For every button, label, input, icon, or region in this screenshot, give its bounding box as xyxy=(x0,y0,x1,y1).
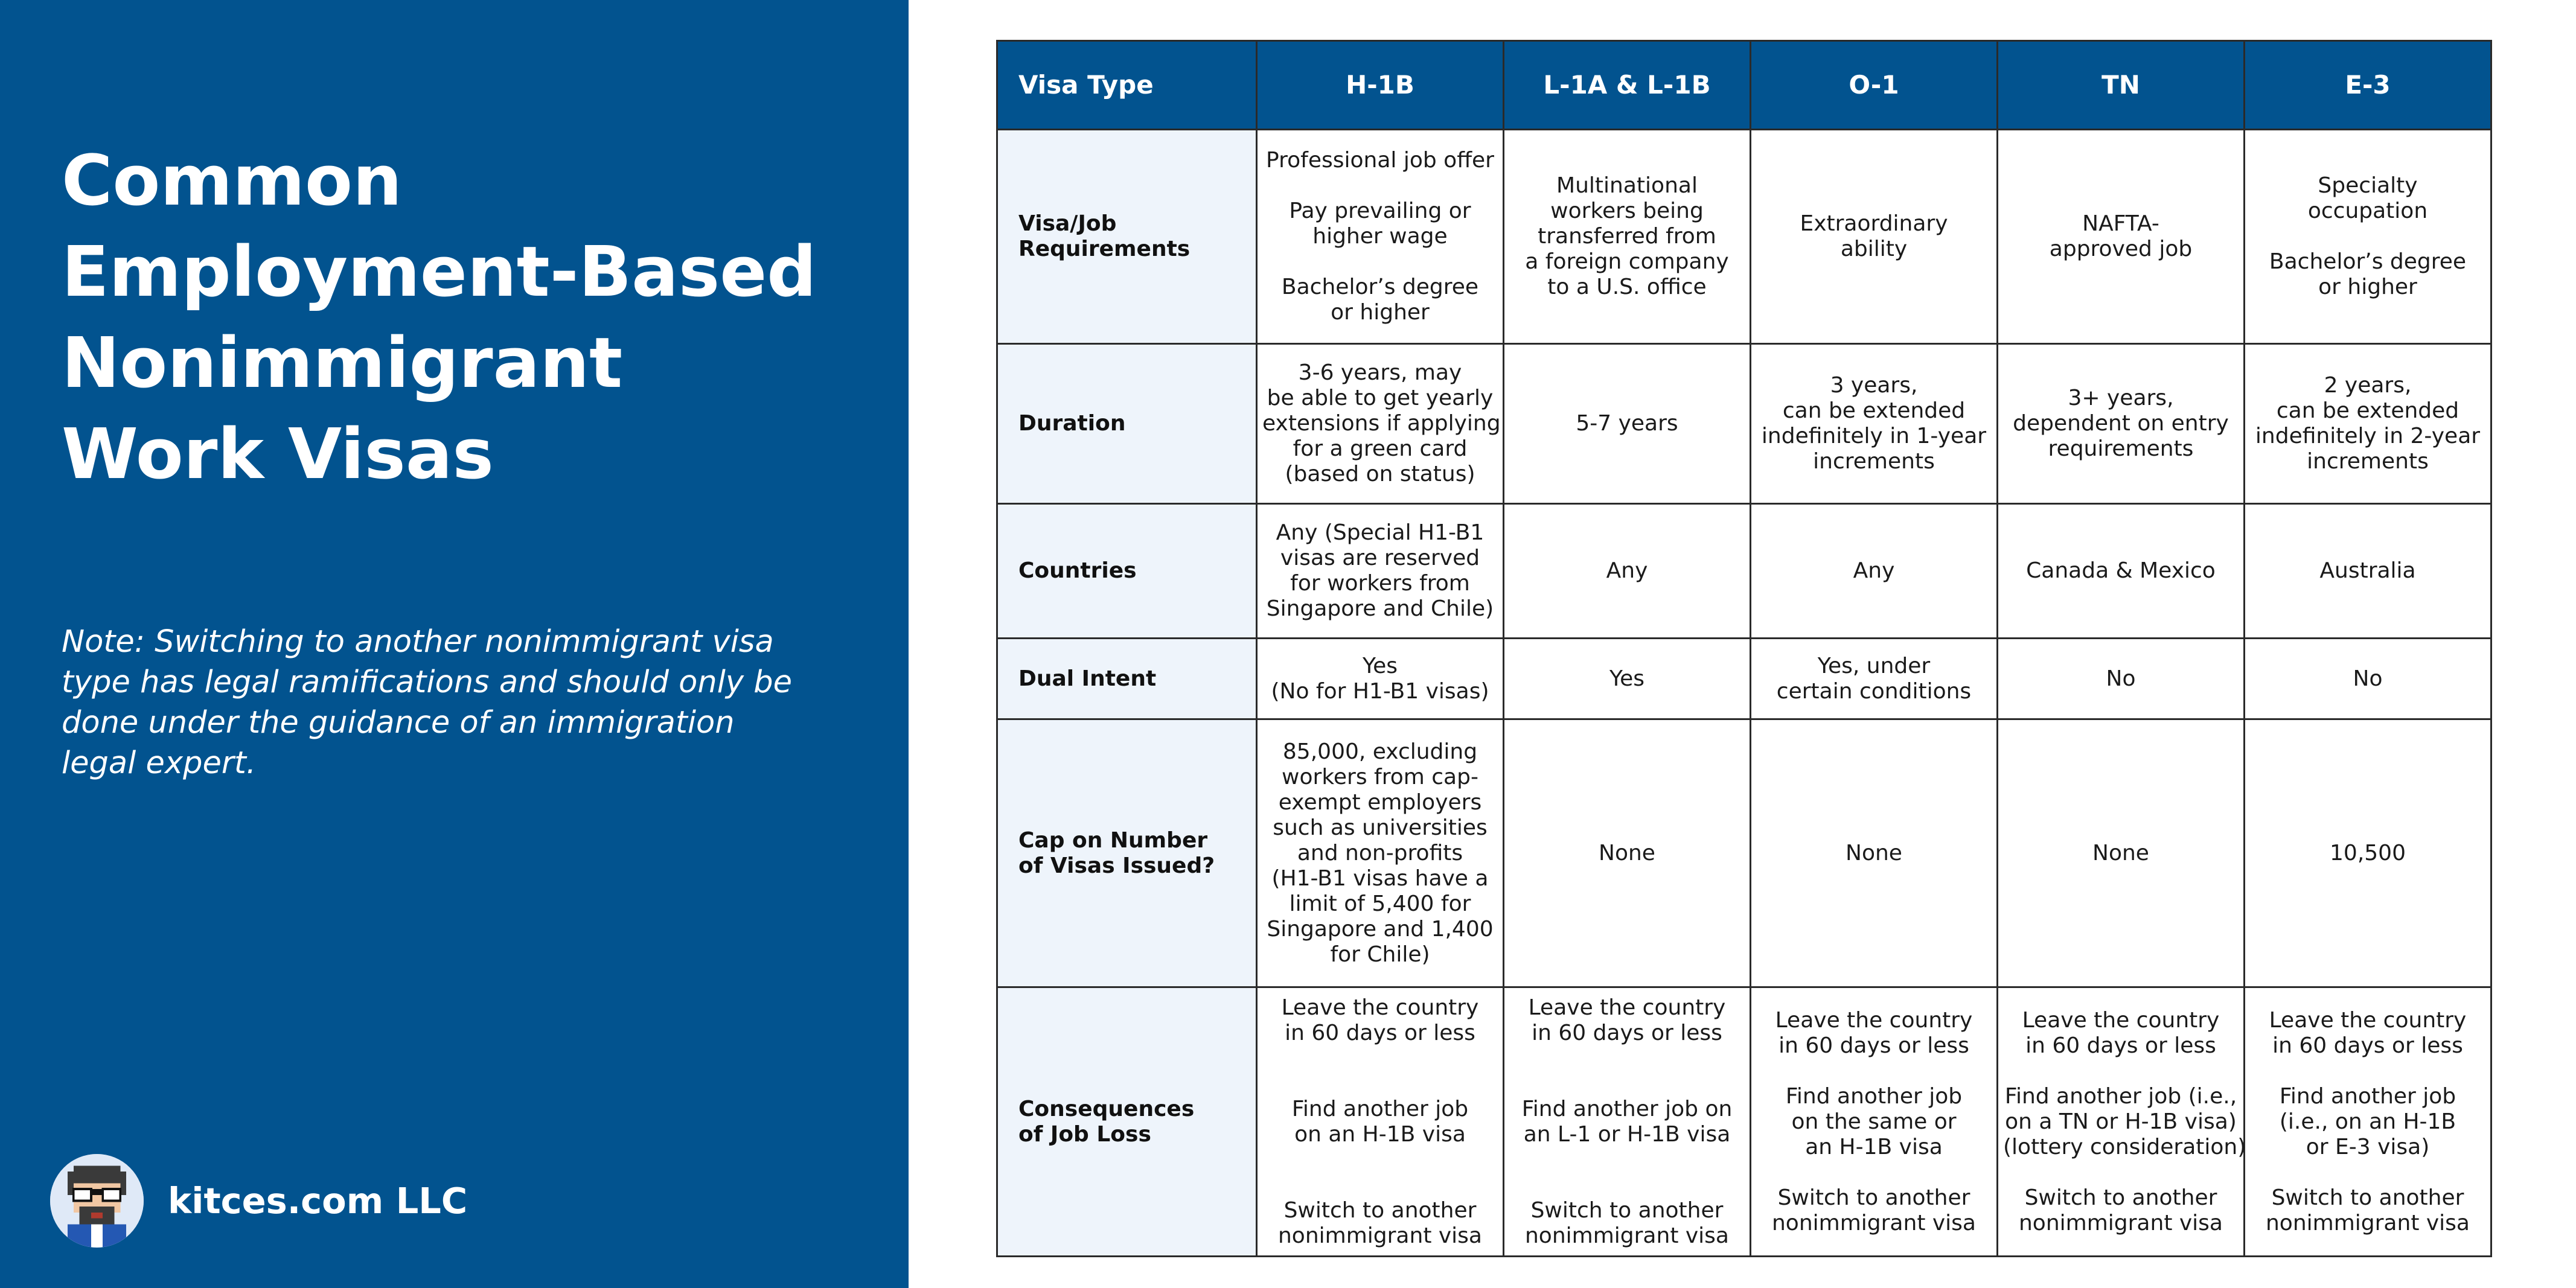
table-cell xyxy=(1504,639,1751,719)
table-header-row xyxy=(997,41,2491,130)
table-cell xyxy=(1751,987,1998,1257)
column-header: Visa Type xyxy=(997,41,1257,130)
cell-spacer xyxy=(1262,1071,1498,1097)
cell-spacer xyxy=(2250,224,2485,249)
cell-line: Leave the country xyxy=(2022,1007,2220,1033)
brand-name: kitces.com LLC xyxy=(168,1180,468,1222)
title-line: Nonimmigrant xyxy=(62,323,623,404)
cell-line: Singapore and Chile) xyxy=(1266,596,1494,621)
table-cell xyxy=(2245,639,2491,719)
cell-line: Switch to another xyxy=(1283,1197,1477,1223)
table-cell xyxy=(2245,344,2491,504)
row-header xyxy=(997,639,1257,719)
brand-footer xyxy=(50,1154,467,1248)
cell-spacer xyxy=(1509,1147,1745,1173)
cell-spacer xyxy=(1262,1147,1498,1173)
cell-line: workers from cap- xyxy=(1282,764,1478,789)
title-line: Work Visas xyxy=(62,414,494,495)
column-header: L-1A & L-1B xyxy=(1504,41,1751,130)
cell-line: on an H-1B visa xyxy=(1294,1121,1466,1147)
cell-line: Any (Special H1-B1 xyxy=(1276,520,1485,545)
title-line: Common xyxy=(62,141,402,222)
row-header-line: Duration xyxy=(1018,411,1126,436)
avatar xyxy=(50,1154,144,1248)
cell-line: Specialty xyxy=(2318,173,2418,198)
table-cell xyxy=(1998,504,2245,639)
cell-line: No xyxy=(2106,666,2136,691)
row-header-line: Dual Intent xyxy=(1018,666,1157,691)
column-header: TN xyxy=(1998,41,2245,130)
cell-line: requirements xyxy=(2048,436,2194,461)
disclaimer-note xyxy=(62,622,822,783)
cell-line: Pay prevailing or xyxy=(1289,199,1471,223)
row-header xyxy=(997,130,1257,344)
cell-line: approved job xyxy=(2049,237,2193,261)
note-line: legal expert. xyxy=(62,745,257,781)
cell-line: indefinitely in 2-year xyxy=(2255,424,2481,448)
row-header-line: Cap on Number xyxy=(1018,827,1208,853)
row-header-line: Visa/Job xyxy=(1018,211,1117,236)
column-header: O-1 xyxy=(1751,41,1998,130)
row-header xyxy=(997,987,1257,1257)
cell-line: Bachelor’s degree xyxy=(1281,275,1479,299)
cell-line: nonimmigrant visa xyxy=(1771,1210,1976,1235)
cell-line: in 60 days or less xyxy=(2272,1033,2463,1058)
note-line: Note: Switching to another nonimmigrant visa xyxy=(62,624,774,660)
table-cell xyxy=(1751,344,1998,504)
cell-spacer xyxy=(1262,249,1498,275)
cell-line: be able to get yearly xyxy=(1267,386,1494,410)
cell-line: higher wage xyxy=(1312,224,1448,249)
cell-line: in 60 days or less xyxy=(2025,1033,2216,1058)
cell-line: occupation xyxy=(2307,199,2428,223)
cell-line: Leave the country xyxy=(1528,995,1726,1020)
cell-line: for workers from xyxy=(1290,571,1470,596)
cell-line: (i.e., on an H-1B xyxy=(2279,1109,2456,1134)
cell-spacer xyxy=(2003,1059,2239,1084)
row-header-line: Consequences xyxy=(1018,1096,1195,1121)
cell-line: Any xyxy=(1853,558,1895,583)
cell-line: for a green card xyxy=(1293,436,1468,461)
cell-line: (No for H1-B1 visas) xyxy=(1271,678,1489,704)
cell-line: Any xyxy=(1606,558,1648,583)
table-row xyxy=(997,344,2491,504)
table-cell xyxy=(1998,639,2245,719)
table-cell xyxy=(1257,344,1504,504)
cell-spacer xyxy=(1262,1173,1498,1198)
table-cell xyxy=(1998,719,2245,987)
table-cell xyxy=(1257,719,1504,987)
cell-line: an H-1B visa xyxy=(1805,1134,1943,1159)
cell-line: Yes xyxy=(1362,653,1398,678)
cell-line: Leave the country xyxy=(1775,1007,1973,1033)
left-panel xyxy=(0,0,909,1288)
cell-line: Find another job xyxy=(2279,1083,2456,1109)
cell-line: NAFTA- xyxy=(2082,211,2159,236)
cell-line: limit of 5,400 for xyxy=(1289,891,1471,916)
cell-line: or higher xyxy=(2318,275,2417,299)
cell-line: Leave the country xyxy=(2269,1007,2467,1033)
cell-line: to a U.S. office xyxy=(1547,275,1707,299)
cell-line: visas are reserved xyxy=(1280,546,1480,570)
table-cell xyxy=(2245,130,2491,344)
row-header-line: of Visas Issued? xyxy=(1018,853,1215,878)
cell-spacer xyxy=(2250,1059,2485,1084)
table-cell xyxy=(1257,504,1504,639)
table-cell xyxy=(1504,719,1751,987)
cell-line: on a TN or H-1B visa) xyxy=(2005,1109,2237,1134)
cell-line: certain conditions xyxy=(1776,678,1972,704)
cell-line: Find another job xyxy=(1785,1083,1963,1109)
cell-spacer xyxy=(2250,1160,2485,1185)
table-cell xyxy=(2245,987,2491,1257)
cell-line: Switch to another xyxy=(1777,1185,1970,1210)
cell-line: Australia xyxy=(2319,558,2416,583)
cell-spacer xyxy=(1756,1160,1992,1185)
cell-spacer xyxy=(1509,1046,1745,1071)
cell-line: Singapore and 1,400 xyxy=(1267,916,1494,942)
cell-line: nonimmigrant visa xyxy=(2265,1210,2470,1235)
table-cell xyxy=(2245,504,2491,639)
table-cell xyxy=(1504,504,1751,639)
cell-line: None xyxy=(1599,840,1655,866)
cell-line: transferred from xyxy=(1538,224,1716,249)
table-cell xyxy=(1751,639,1998,719)
cell-line: Professional job offer xyxy=(1266,148,1494,173)
cell-line: dependent on entry xyxy=(2013,411,2229,436)
table-cell xyxy=(1998,344,2245,504)
cell-line: workers being xyxy=(1550,199,1704,223)
table-row xyxy=(997,987,2491,1257)
cell-line: Switch to another xyxy=(1530,1197,1724,1223)
cell-line: No xyxy=(2353,666,2383,691)
table-cell xyxy=(1257,130,1504,344)
note-line: type has legal ramifications and should only be xyxy=(62,665,793,700)
table-cell xyxy=(1257,639,1504,719)
table-cell xyxy=(1751,719,1998,987)
cell-line: Find another job (i.e., xyxy=(2004,1083,2237,1109)
cell-spacer xyxy=(1509,1173,1745,1198)
row-header xyxy=(997,504,1257,639)
cell-line: Canada & Mexico xyxy=(2026,558,2216,583)
table-row xyxy=(997,504,2491,639)
row-header-line: Requirements xyxy=(1018,237,1191,261)
cell-line: and non-profits xyxy=(1297,840,1463,866)
column-header: H-1B xyxy=(1257,41,1504,130)
cell-spacer xyxy=(1509,1071,1745,1097)
cell-line: increments xyxy=(1813,449,1935,474)
table-cell xyxy=(1504,987,1751,1257)
cell-line: 3 years, xyxy=(1830,373,1918,398)
cell-line: Find another job xyxy=(1291,1096,1469,1121)
table-row xyxy=(997,639,2491,719)
cell-line: can be extended xyxy=(1782,398,1966,423)
cell-line: or higher xyxy=(1331,300,1430,325)
table-cell xyxy=(1998,130,2245,344)
cell-line: Multinational xyxy=(1556,173,1698,198)
cell-line: Extraordinary xyxy=(1800,211,1948,236)
cell-line: Switch to another xyxy=(2024,1185,2217,1210)
cell-line: (lottery consideration) xyxy=(2003,1134,2246,1159)
cell-spacer xyxy=(2003,1160,2239,1185)
table-cell xyxy=(1751,130,1998,344)
cell-line: can be extended xyxy=(2276,398,2459,423)
row-header-line: Countries xyxy=(1018,558,1137,583)
table-row xyxy=(997,719,2491,987)
cell-spacer xyxy=(1756,1059,1992,1084)
cell-spacer xyxy=(1262,173,1498,199)
table-row xyxy=(997,130,2491,344)
visa-comparison-table-wrap xyxy=(996,40,2492,1254)
table-cell xyxy=(1504,130,1751,344)
cell-line: Find another job on xyxy=(1521,1096,1733,1121)
note-line: done under the guidance of an immigration xyxy=(62,705,735,741)
table-cell xyxy=(1504,344,1751,504)
cell-line: nonimmigrant visa xyxy=(1277,1223,1482,1248)
cell-line: None xyxy=(1846,840,1902,866)
cell-line: Switch to another xyxy=(2271,1185,2464,1210)
cell-line: in 60 days or less xyxy=(1285,1020,1475,1045)
cell-line: nonimmigrant visa xyxy=(1524,1223,1729,1248)
table-cell xyxy=(1998,987,2245,1257)
cell-line: indefinitely in 1-year xyxy=(1761,424,1987,448)
cell-line: a foreign company xyxy=(1525,249,1729,274)
cell-line: increments xyxy=(2307,449,2429,474)
cell-line: (H1-B1 visas have a xyxy=(1271,866,1489,891)
cell-line: Bachelor’s degree xyxy=(2269,249,2467,274)
cell-line: Leave the country xyxy=(1281,995,1479,1020)
cell-line: 5-7 years xyxy=(1576,411,1678,436)
table-cell xyxy=(2245,719,2491,987)
cell-line: an L-1 or H-1B visa xyxy=(1523,1121,1731,1147)
cell-line: on the same or xyxy=(1791,1109,1957,1134)
cell-line: or E-3 visa) xyxy=(2306,1134,2430,1159)
cell-line: (based on status) xyxy=(1285,462,1475,486)
page-title xyxy=(62,136,895,500)
cell-line: nonimmigrant visa xyxy=(2018,1210,2223,1235)
visa-comparison-table xyxy=(996,40,2492,1257)
table-cell xyxy=(1751,504,1998,639)
cell-line: 85,000, excluding xyxy=(1282,739,1478,764)
cell-line: 10,500 xyxy=(2330,840,2406,866)
cell-line: Yes xyxy=(1609,666,1645,691)
cell-line: in 60 days or less xyxy=(1532,1020,1722,1045)
row-header xyxy=(997,719,1257,987)
row-header-line: of Job Loss xyxy=(1018,1121,1151,1147)
cell-line: exempt employers xyxy=(1278,789,1482,815)
title-line: Employment-Based xyxy=(62,232,817,313)
row-header xyxy=(997,344,1257,504)
cell-line: 3+ years, xyxy=(2068,386,2174,410)
cell-line: None xyxy=(2092,840,2149,866)
cell-line: extensions if applying xyxy=(1262,411,1501,436)
cell-line: such as universities xyxy=(1273,815,1488,840)
column-header: E-3 xyxy=(2245,41,2491,130)
cell-line: in 60 days or less xyxy=(1779,1033,1969,1058)
cell-line: for Chile) xyxy=(1330,942,1430,967)
cell-line: Yes, under xyxy=(1817,653,1931,678)
cell-line: 3-6 years, may xyxy=(1298,360,1462,385)
cell-line: 2 years, xyxy=(2324,373,2412,398)
table-cell xyxy=(1257,987,1504,1257)
cell-line: ability xyxy=(1840,237,1908,261)
cell-spacer xyxy=(1262,1046,1498,1071)
